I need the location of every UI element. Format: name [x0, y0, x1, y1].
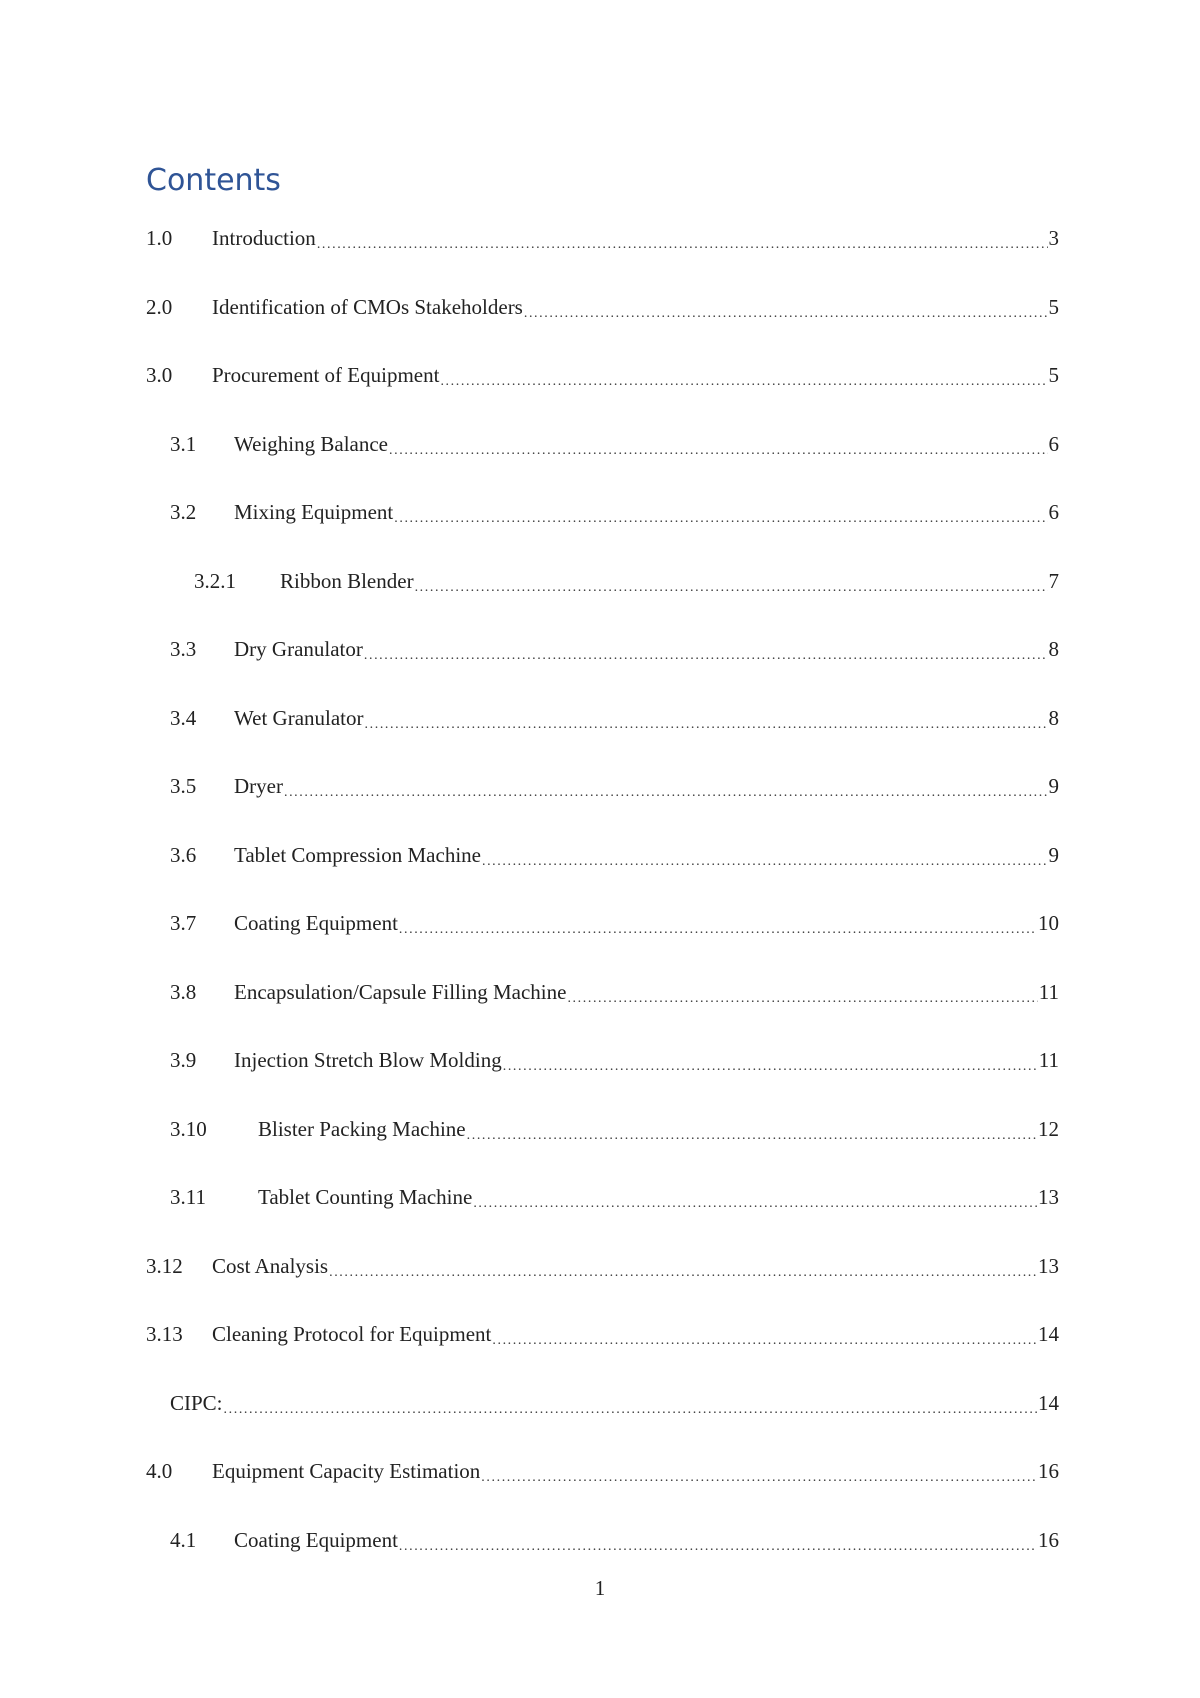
toc-entry[interactable] [146, 220, 1059, 289]
toc-entry-number: 3.2 [170, 500, 197, 524]
dot-leader [364, 631, 1048, 667]
toc-entry-title: Tablet Compression Machine [234, 842, 481, 867]
dot-leader [492, 1316, 1037, 1352]
dot-leader [467, 1111, 1037, 1147]
toc-entry-number: 3.8 [170, 979, 197, 1004]
toc-entry-page-number: 11 [1038, 1048, 1059, 1072]
toc-entry-number: 3.11 [170, 1185, 206, 1209]
toc-entry-title: Coating Equipment [234, 1527, 398, 1552]
toc-entry-page-number: 9 [1048, 774, 1059, 798]
contents-heading: Contents [146, 163, 281, 198]
toc-entry[interactable] [146, 426, 1059, 495]
toc-entry-number: 3.1 [170, 431, 197, 456]
toc-entry-title: Injection Stretch Blow Molding [234, 1048, 502, 1072]
table-of-contents [146, 220, 1059, 1590]
toc-entry-number: 3.6 [170, 842, 197, 867]
toc-entry-page-number: 16 [1038, 1459, 1059, 1483]
dot-leader [415, 563, 1048, 599]
toc-entry[interactable] [146, 905, 1059, 974]
toc-entry-number: 3.5 [170, 774, 197, 798]
toc-entry-page-number: 6 [1048, 500, 1059, 524]
toc-entry-number: 3.3 [170, 637, 197, 661]
toc-entry-page-number: 13 [1038, 1185, 1059, 1209]
toc-entry-title: Dry Granulator [234, 637, 363, 661]
dot-leader [317, 220, 1048, 256]
toc-entry-number: 3.12 [146, 1253, 183, 1278]
toc-entry[interactable] [146, 1042, 1059, 1111]
toc-entry[interactable] [146, 1453, 1059, 1522]
toc-entry[interactable] [146, 1316, 1059, 1385]
dot-leader [503, 1042, 1038, 1078]
dot-leader [224, 1385, 1037, 1421]
dot-leader [394, 494, 1047, 530]
toc-entry-title: Introduction [212, 226, 316, 250]
toc-entry-title: Blister Packing Machine [258, 1116, 466, 1141]
toc-entry-number: 3.7 [170, 911, 197, 935]
toc-entry[interactable] [146, 1111, 1059, 1180]
toc-entry-title: Wet Granulator [234, 705, 364, 730]
toc-entry-title: Mixing Equipment [234, 500, 394, 524]
dot-leader [524, 289, 1048, 325]
page-number: 1 [594, 1576, 606, 1600]
toc-entry[interactable] [146, 563, 1059, 632]
toc-entry[interactable] [146, 494, 1059, 563]
toc-entry-page-number: 16 [1038, 1527, 1059, 1552]
toc-entry-number: 4.0 [146, 1459, 173, 1483]
toc-entry[interactable] [146, 837, 1059, 906]
dot-leader [481, 1453, 1037, 1489]
toc-entry-page-number: 7 [1048, 568, 1059, 593]
toc-entry[interactable] [146, 631, 1059, 700]
toc-entry[interactable] [146, 1385, 1059, 1454]
toc-entry[interactable] [146, 700, 1059, 769]
dot-leader [399, 905, 1037, 941]
toc-entry-page-number: 14 [1038, 1390, 1059, 1415]
toc-entry-page-number: 14 [1038, 1322, 1059, 1346]
dot-leader [284, 768, 1048, 804]
dot-leader [389, 426, 1047, 462]
toc-entry-title: Cleaning Protocol for Equipment [212, 1322, 492, 1346]
toc-entry[interactable] [146, 1248, 1059, 1317]
toc-entry-title: Ribbon Blender [280, 568, 414, 593]
toc-entry-number: 3.9 [170, 1048, 197, 1072]
toc-entry-page-number: 9 [1048, 842, 1059, 867]
dot-leader [365, 700, 1048, 736]
toc-entry-title: CIPC: [170, 1390, 223, 1415]
toc-entry-page-number: 6 [1048, 431, 1059, 456]
toc-entry-title: Weighing Balance [234, 431, 389, 456]
toc-entry-number: 1.0 [146, 226, 173, 250]
toc-entry[interactable] [146, 289, 1059, 358]
dot-leader [329, 1248, 1037, 1284]
toc-entry-title: Procurement of Equipment [212, 363, 440, 387]
toc-entry-number: 4.1 [170, 1527, 197, 1552]
toc-entry[interactable] [146, 1179, 1059, 1248]
toc-entry-title: Equipment Capacity Estimation [212, 1459, 481, 1483]
toc-entry-number: 3.10 [170, 1116, 207, 1141]
toc-entry-title: Encapsulation/Capsule Filling Machine [234, 979, 567, 1004]
toc-entry-page-number: 13 [1038, 1253, 1059, 1278]
toc-entry-number: 3.4 [170, 705, 197, 730]
toc-entry-number: 3.0 [146, 363, 173, 387]
toc-entry[interactable] [146, 768, 1059, 837]
toc-entry-title: Coating Equipment [234, 911, 398, 935]
toc-entry-page-number: 5 [1048, 363, 1059, 387]
dot-leader [440, 357, 1047, 393]
toc-entry-page-number: 3 [1048, 226, 1059, 250]
toc-entry-page-number: 5 [1048, 294, 1059, 319]
toc-entry-page-number: 12 [1038, 1116, 1059, 1141]
toc-entry-title: Identification of CMOs Stakeholders [212, 294, 523, 319]
toc-entry-title: Tablet Counting Machine [258, 1185, 473, 1209]
toc-entry-page-number: 10 [1038, 911, 1059, 935]
toc-entry-page-number: 8 [1048, 705, 1059, 730]
toc-entry[interactable] [146, 357, 1059, 426]
dot-leader [567, 974, 1037, 1010]
toc-entry-page-number: 11 [1038, 979, 1059, 1004]
toc-entry-page-number: 8 [1048, 637, 1059, 661]
toc-entry-title: Dryer [234, 774, 283, 798]
toc-entry-number: 3.2.1 [194, 568, 236, 593]
toc-entry[interactable] [146, 974, 1059, 1043]
dot-leader [482, 837, 1048, 873]
dot-leader [399, 1522, 1037, 1558]
toc-entry-number: 2.0 [146, 294, 173, 319]
toc-entry-number: 3.13 [146, 1322, 183, 1346]
toc-entry-title: Cost Analysis [212, 1253, 329, 1278]
dot-leader [473, 1179, 1037, 1215]
